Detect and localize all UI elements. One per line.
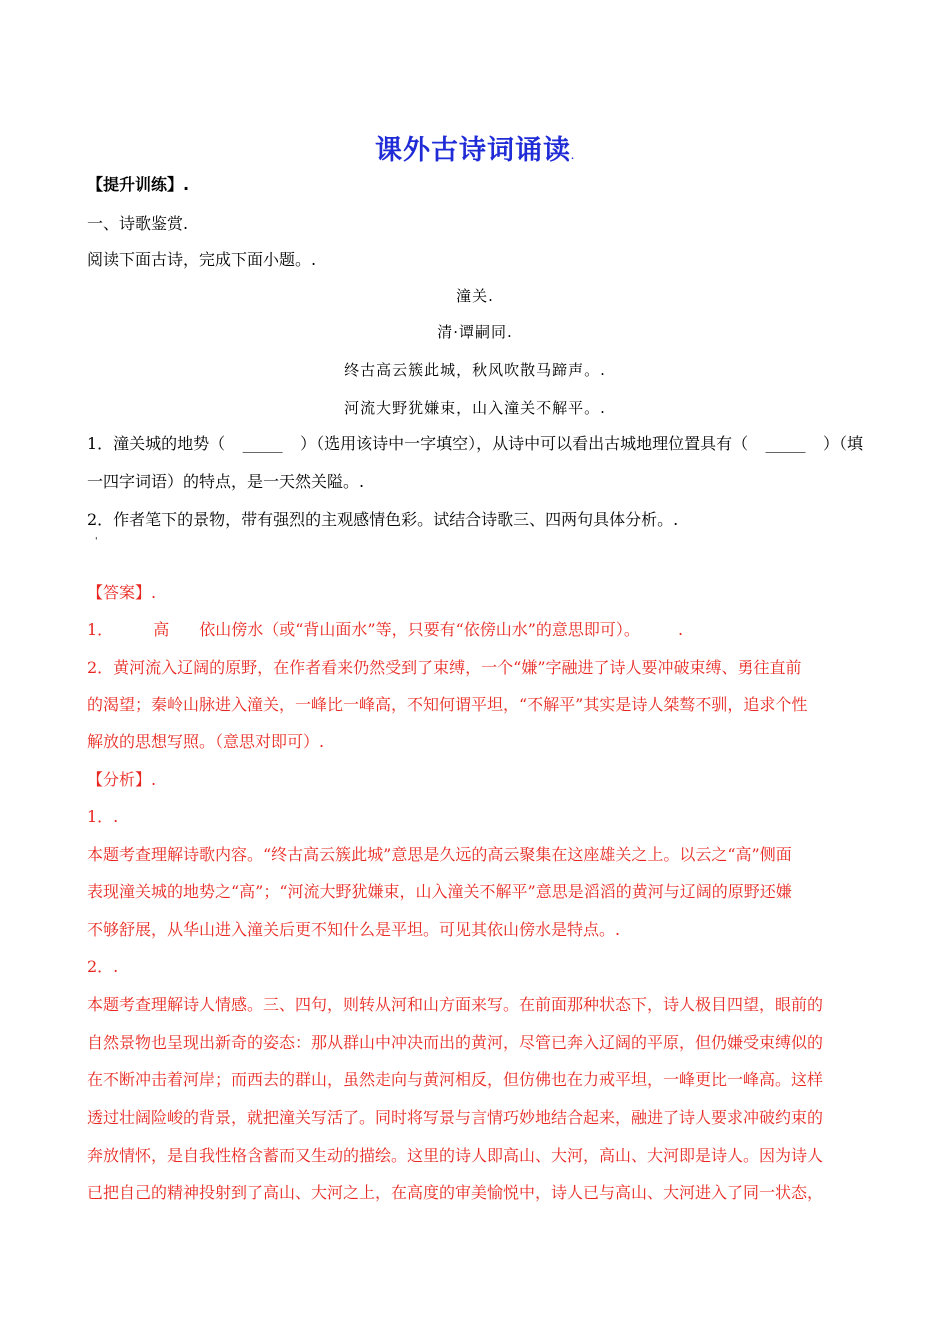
poem-title: 潼关. (456, 287, 494, 305)
q1-blank-2: _____ (765, 434, 806, 453)
answer-1-number: 1． (87, 620, 114, 639)
instruction: 阅读下面古诗，完成下面小题。. (87, 250, 317, 269)
poem-line-1: 终古高云簇此城，秋风吹散马蹄声。. (344, 361, 606, 379)
analysis-1-line: 表现潼关城的地势之“高”；“河流大野犹嫌束，山入潼关不解平”意思是滔滔的黄河与辽阔的原野还嫌 (87, 882, 792, 901)
answer-1-end: . (677, 620, 684, 639)
analysis-2-line: 本题考查理解诗人情感。三、四句，则转从河和山方面来写。在前面那种状态下，诗人极目四望，眼前的 (87, 995, 824, 1014)
section-label: 【提升训练】. (87, 175, 190, 194)
answer-1-blank-1: 高 (153, 620, 170, 639)
stray-mark: ' (95, 537, 98, 547)
q1-part-a: 1．潼关城的地势（ (87, 434, 226, 453)
q1-blank-1: _____ (242, 434, 283, 453)
answer-label: 【答案】. (87, 583, 157, 602)
poem-author: 清·谭嗣同. (437, 323, 513, 341)
analysis-2-line: 在不断冲击着河岸；而西去的群山，虽然走向与黄河相反，但仿佛也在力戒平坦，一峰更比一峰高。这样 (87, 1070, 824, 1089)
q1-part-b: ）（选用该诗中一字填空），从诗中可以看出古城地理位置具有（ (300, 434, 749, 453)
analysis-1-line: 本题考查理解诗歌内容。“终古高云簇此城”意思是久远的高云聚集在这座雄关之上。以云之“高”侧面 (87, 845, 792, 864)
q1-part-c: ）（填 (822, 434, 863, 453)
answer-1 (87, 620, 683, 640)
analysis-2-line: 奔放情怀，是自我性格含蓄而又生动的描绘。这里的诗人即高山、大河，高山、大河即是诗人。因为诗人 (87, 1146, 824, 1165)
analysis-1-number: 1．. (87, 807, 119, 826)
analysis-2-line: 已把自己的精神投射到了高山、大河之上，在高度的审美愉悦中，诗人已与高山、大河进入了同一状态， (87, 1183, 824, 1202)
part-heading: 一、诗歌鉴赏. (87, 214, 189, 233)
analysis-2-line: 透过壮阔险峻的背景，就把潼关写活了。同时将写景与言情巧妙地结合起来，融进了诗人要求冲破约束的 (87, 1108, 824, 1127)
analysis-2-line: 自然景物也呈现出新奇的姿态：那从群山中冲决而出的黄河，尽管已奔入辽阔的平原，但仍嫌受束缚似的 (87, 1033, 824, 1052)
answer-2-line: 2．黄河流入辽阔的原野，在作者看来仍然受到了束缚，一个“嫌”字融进了诗人要冲破束缚、勇往直前 (87, 658, 802, 677)
answer-2-line: 的渴望；秦岭山脉进入潼关，一峰比一峰高，不知何谓平坦，“不解平”其实是诗人桀骜不驯，追求个性 (87, 695, 808, 714)
poem-line-2: 河流大野犹嫌束，山入潼关不解平。. (344, 399, 606, 417)
analysis-1-line: 不够舒展，从华山进入潼关后更不知什么是平坦。可见其依山傍水是特点。. (87, 920, 621, 939)
page-title (0, 128, 950, 167)
title-tail: . (570, 152, 576, 161)
answer-1-blank-2: 依山傍水（或“背山面水”等，只要有“依傍山水”的意思即可）。 (199, 620, 640, 639)
question-1-continued: 一四字词语）的特点，是一天然关隘。. (87, 472, 365, 491)
analysis-label: 【分析】. (87, 770, 157, 789)
question-2: 2．作者笔下的景物，带有强烈的主观感情色彩。试结合诗歌三、四两句具体分析。. (87, 510, 679, 529)
title-text: 课外古诗词诵读 (374, 135, 571, 166)
analysis-2-number: 2．. (87, 957, 119, 976)
answer-2-line: 解放的思想写照。（意思对即可）. (87, 732, 325, 751)
question-1 (87, 434, 863, 454)
